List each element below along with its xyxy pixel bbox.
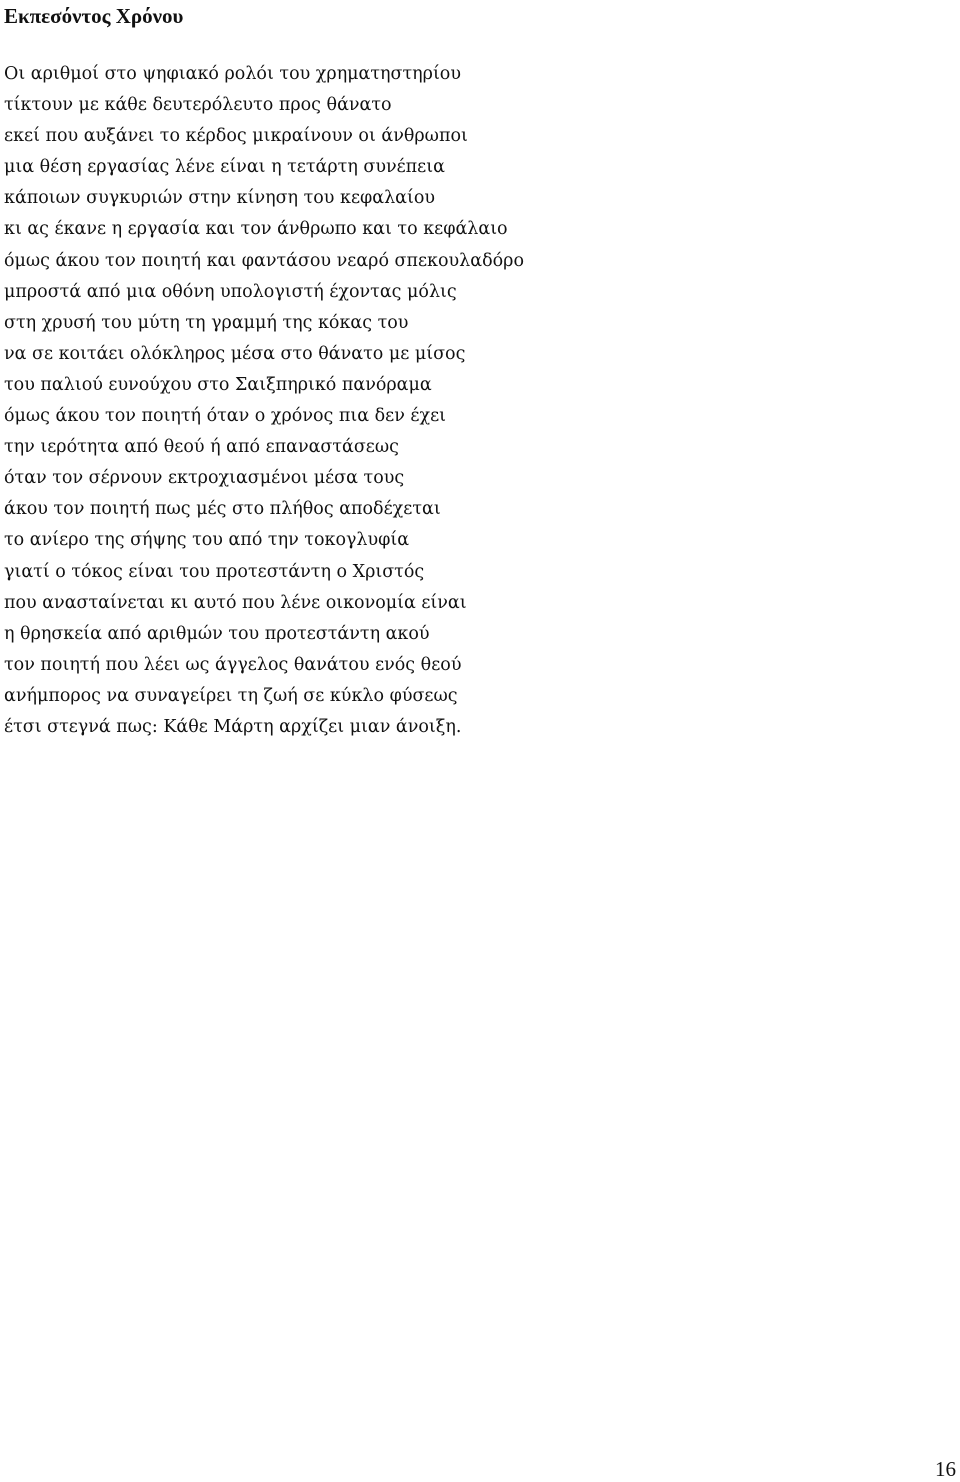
poem-line: η θρησκεία από αριθμών του προτεστάντη ακού <box>4 623 430 644</box>
poem-body <box>4 59 524 743</box>
poem-line: την ιερότητα από θεού ή από επαναστάσεως <box>4 437 399 458</box>
poem-line: το ανίερο της σήψης του από την τοκογλυφία <box>4 530 410 551</box>
poem-line: που ανασταίνεται κι αυτό που λένε οικονομία είναι <box>4 592 467 613</box>
poem-line: του παλιού ευνούχου στο Σαιξπηρικό πανόραμα <box>4 374 432 395</box>
poem-line: κάποιων συγκυριών στην κίνηση του κεφαλαίου <box>4 188 436 209</box>
poem-line: τίκτουν με κάθε δευτερόλευτο προς θάνατο <box>4 95 392 116</box>
poem-line: γιατί ο τόκος είναι του προτεστάντη ο Χριστός <box>4 561 425 582</box>
poem-line: όμως άκου τον ποιητή και φαντάσου νεαρό σπεκουλαδόρο <box>4 250 524 271</box>
poem-line: τον ποιητή που λέει ως άγγελος θανάτου ενός θεού <box>4 654 462 675</box>
poem-line: όταν τον σέρνουν εκτροχιασμένοι μέσα τους <box>4 468 405 489</box>
poem-line: ανήμπορος να συναγείρει τη ζωή σε κύκλο φύσεως <box>4 685 458 706</box>
page-number: 16 <box>935 1457 956 1481</box>
page-title: Εκπεσόντος Χρόνου <box>4 4 184 28</box>
poem-line: μπροστά από μια οθόνη υπολογιστή έχοντας μόλις <box>4 281 457 302</box>
poem-line: μια θέση εργασίας λένε είναι η τετάρτη συνέπεια <box>4 157 445 178</box>
poem-line: άκου τον ποιητή πως μές στο πλήθος αποδέχεται <box>4 499 441 520</box>
poem-line: εκεί που αυξάνει το κέρδος μικραίνουν οι άνθρωποι <box>4 126 468 147</box>
poem-line: έτσι στεγνά πως: Κάθε Μάρτη αρχίζει μιαν άνοιξη. <box>4 716 462 737</box>
poem-line: όμως άκου τον ποιητή όταν ο χρόνος πια δεν έχει <box>4 406 447 427</box>
poem-line: κι ας έκανε η εργασία και τον άνθρωπο και το κεφάλαιο <box>4 219 508 240</box>
poem-line: να σε κοιτάει ολόκληρος μέσα στο θάνατο με μίσος <box>4 343 466 364</box>
poem-line: Οι αριθμοί στο ψηφιακό ρολόι του χρηματηστηρίου <box>4 64 461 84</box>
poem-line: στη χρυσή του μύτη τη γραμμή της κόκας του <box>4 312 409 333</box>
